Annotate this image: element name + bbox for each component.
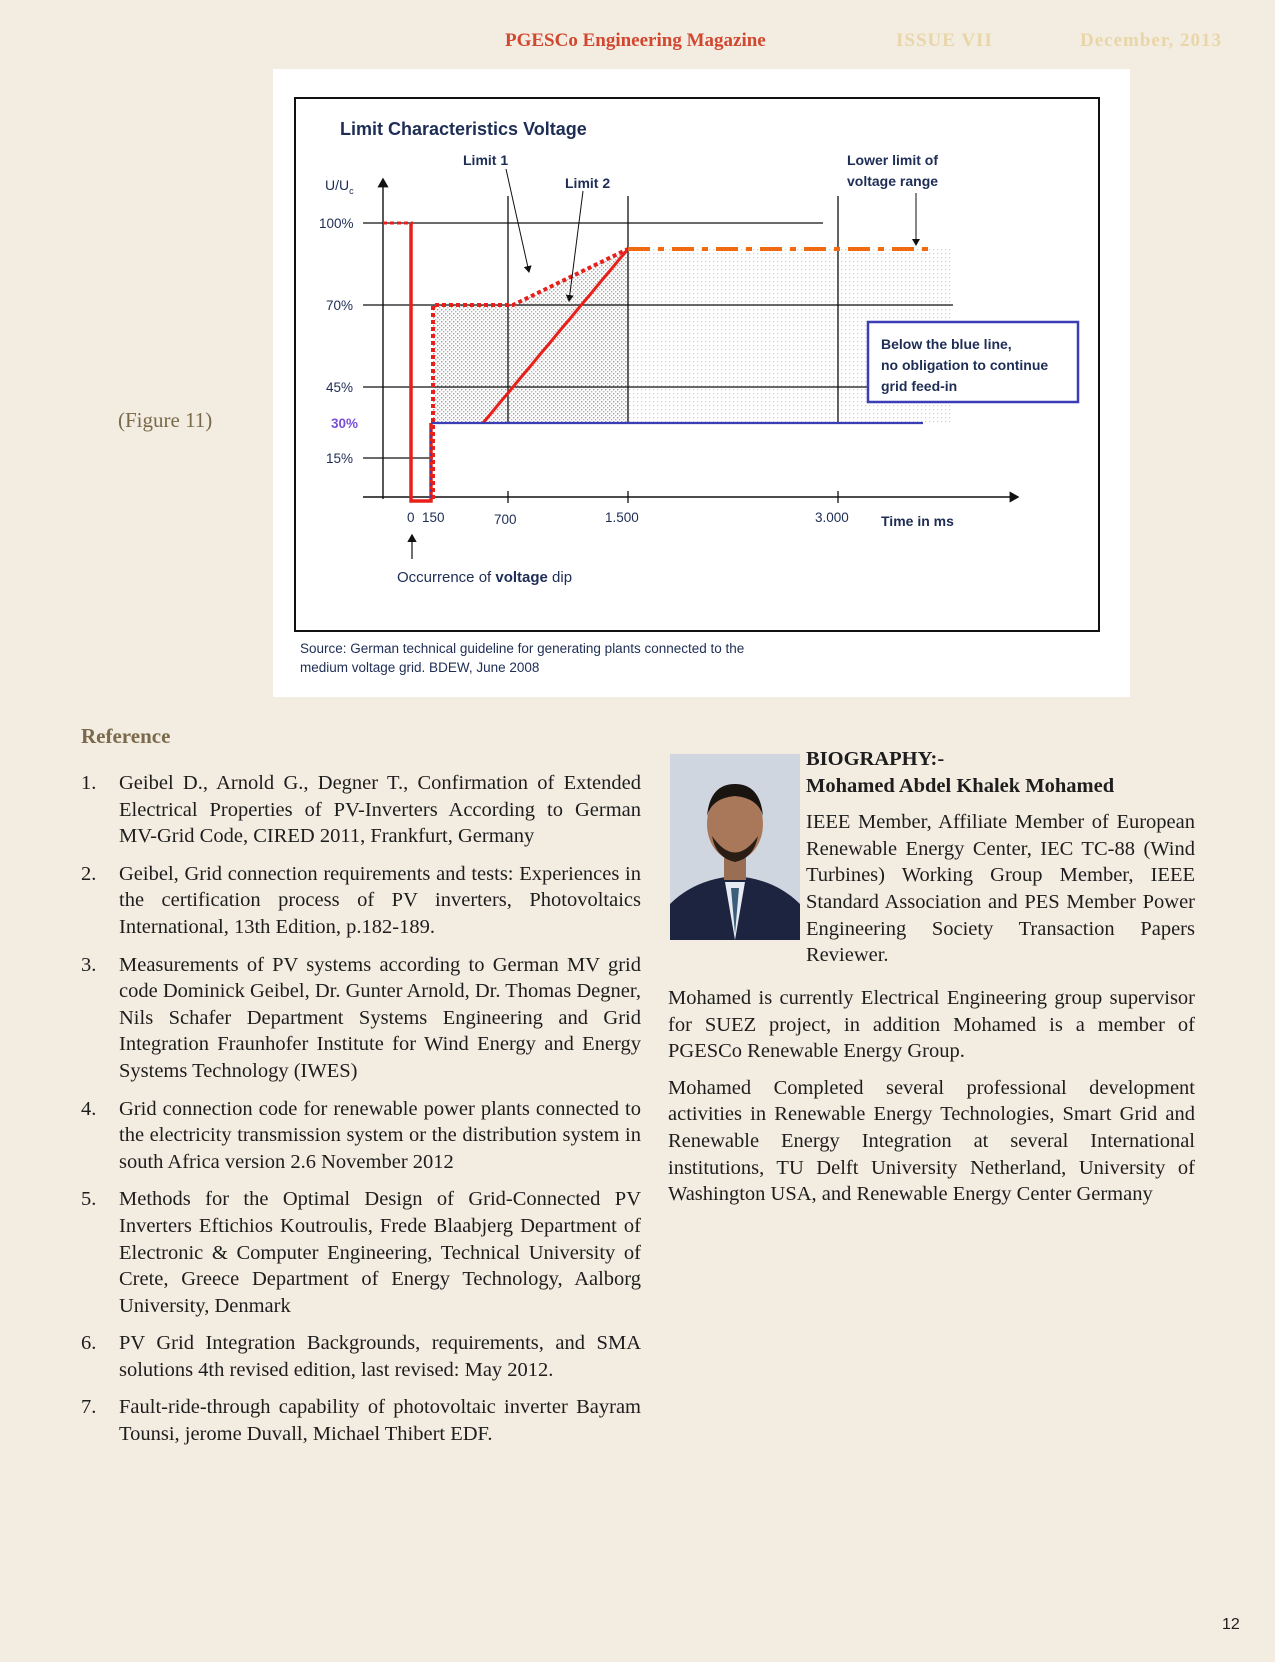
author-name: Mohamed Abdel Khalek Mohamed: [806, 774, 1115, 797]
blue-note-line-1: Below the blue line,: [881, 336, 1012, 352]
x-tick-3000: 3.000: [815, 510, 849, 525]
x-tick-150: 150: [422, 510, 445, 525]
biography-heading: BIOGRAPHY:-: [806, 748, 945, 770]
issue-label: ISSUE VII: [896, 30, 993, 51]
limit1-label: Limit 1: [463, 152, 509, 168]
biography-header: [806, 746, 1195, 969]
source-line-2: medium voltage grid. BDEW, June 2008: [300, 660, 540, 675]
blue-note-line-3: grid feed-in: [881, 378, 958, 394]
biography-body: [668, 985, 1195, 1218]
y-axis-label: $U/U_c$: [325, 177, 354, 196]
x-tick-1500: 1.500: [605, 510, 639, 525]
reference-item: 3. Measurements of PV systems according to German MV grid code Dominick Geibel, Dr. Gunter Arnold, Dr. Thomas Degner, Nils Schafer Department Systems Engineering and Grid Integration Fraunhofer Institute for Wind Energy and Energy Systems Technology (IWES): [81, 953, 642, 1082]
y-tick-15: 15%: [326, 451, 354, 466]
y-tick-30: 30%: [331, 416, 359, 431]
biography-paragraph-3: Mohamed Completed several professional development activities in Renewable Energy Technologies, Smart Grid and Renewable Energy Integration at several International institutions, TU Delft University Netherland, University of Washington USA, and Renewable Energy Center Germany: [668, 1076, 1195, 1206]
reference-item: 4. Grid connection code for renewable power plants connected to the electricity transmission system or the distribution system in south Africa version 2.6 November 2012: [81, 1097, 641, 1173]
reference-list: [81, 770, 641, 1459]
x-axis-label: Time in ms: [881, 513, 954, 529]
author-photo: [670, 754, 800, 940]
page-number: 12: [1222, 1616, 1240, 1633]
voltage-limit-diagram: [273, 69, 1130, 697]
chart-title: Limit Characteristics Voltage: [340, 119, 587, 139]
reference-item: 7. Fault-ride-through capability of photovoltaic inverter Bayram Tounsi, jerome Duvall, Michael Thibert EDF.: [81, 1396, 641, 1446]
y-tick-70: 70%: [326, 298, 354, 313]
x-tick-0: 0: [407, 510, 415, 525]
blue-note-line-2: no obligation to continue: [881, 357, 1049, 373]
biography-paragraph-2: Mohamed is currently Electrical Engineering group supervisor for SUEZ project, in addition Mohamed is a member of PGESCo Renewable Energy Group.: [668, 987, 1195, 1063]
source-line-1: Source: German technical guideline for generating plants connected to the: [300, 641, 745, 656]
y-tick-45: 45%: [326, 380, 354, 395]
lower-limit-label-1: Lower limit of: [847, 152, 938, 168]
reference-item: 1. Geibel D., Arnold G., Degner T., Confirmation of Extended Electrical Properties of PV-Inverters According to German MV-Grid Code, CIRED 2011, Frankfurt, Germany: [81, 772, 641, 848]
limit2-label: Limit 2: [565, 175, 611, 191]
figure-panel: [273, 69, 1130, 697]
x-tick-700: 700: [494, 512, 517, 527]
magazine-title: PGESCo Engineering Magazine: [505, 30, 766, 51]
biography-paragraph-1: IEEE Member, Affiliate Member of European Renewable Energy Center, IEC TC-88 (Wind Turbines) Working Group Member, IEEE Standard Association and PES Member Power Engineering Society Transaction Papers Reviewer.: [806, 811, 1195, 967]
issue-date: December, 2013: [1080, 30, 1223, 51]
references-heading: Reference: [81, 724, 171, 748]
reference-item: 5. Methods for the Optimal Design of Grid-Connected PV Inverters Eftichios Koutroulis, Frede Blaabjerg Department of Electronic & Computer Engineering, Technical University of Crete, Greece Department of Energy Technology, Aalborg University, Denmark: [81, 1188, 641, 1317]
figure-label: (Figure 11): [118, 408, 213, 432]
reference-item: 2. Geibel, Grid connection requirements and tests: Experiences in the certification process of PV inverters, Photovoltaics International, 13th Edition, p.182-189.: [81, 862, 641, 938]
reference-item: 6. PV Grid Integration Backgrounds, requirements, and SMA solutions 4th revised edition, last revised: May 2012.: [81, 1332, 641, 1381]
y-tick-100: 100%: [319, 216, 354, 231]
lower-limit-label-2: voltage range: [847, 173, 939, 189]
voltage-dip-caption: Occurrence of voltage dip: [397, 569, 573, 586]
